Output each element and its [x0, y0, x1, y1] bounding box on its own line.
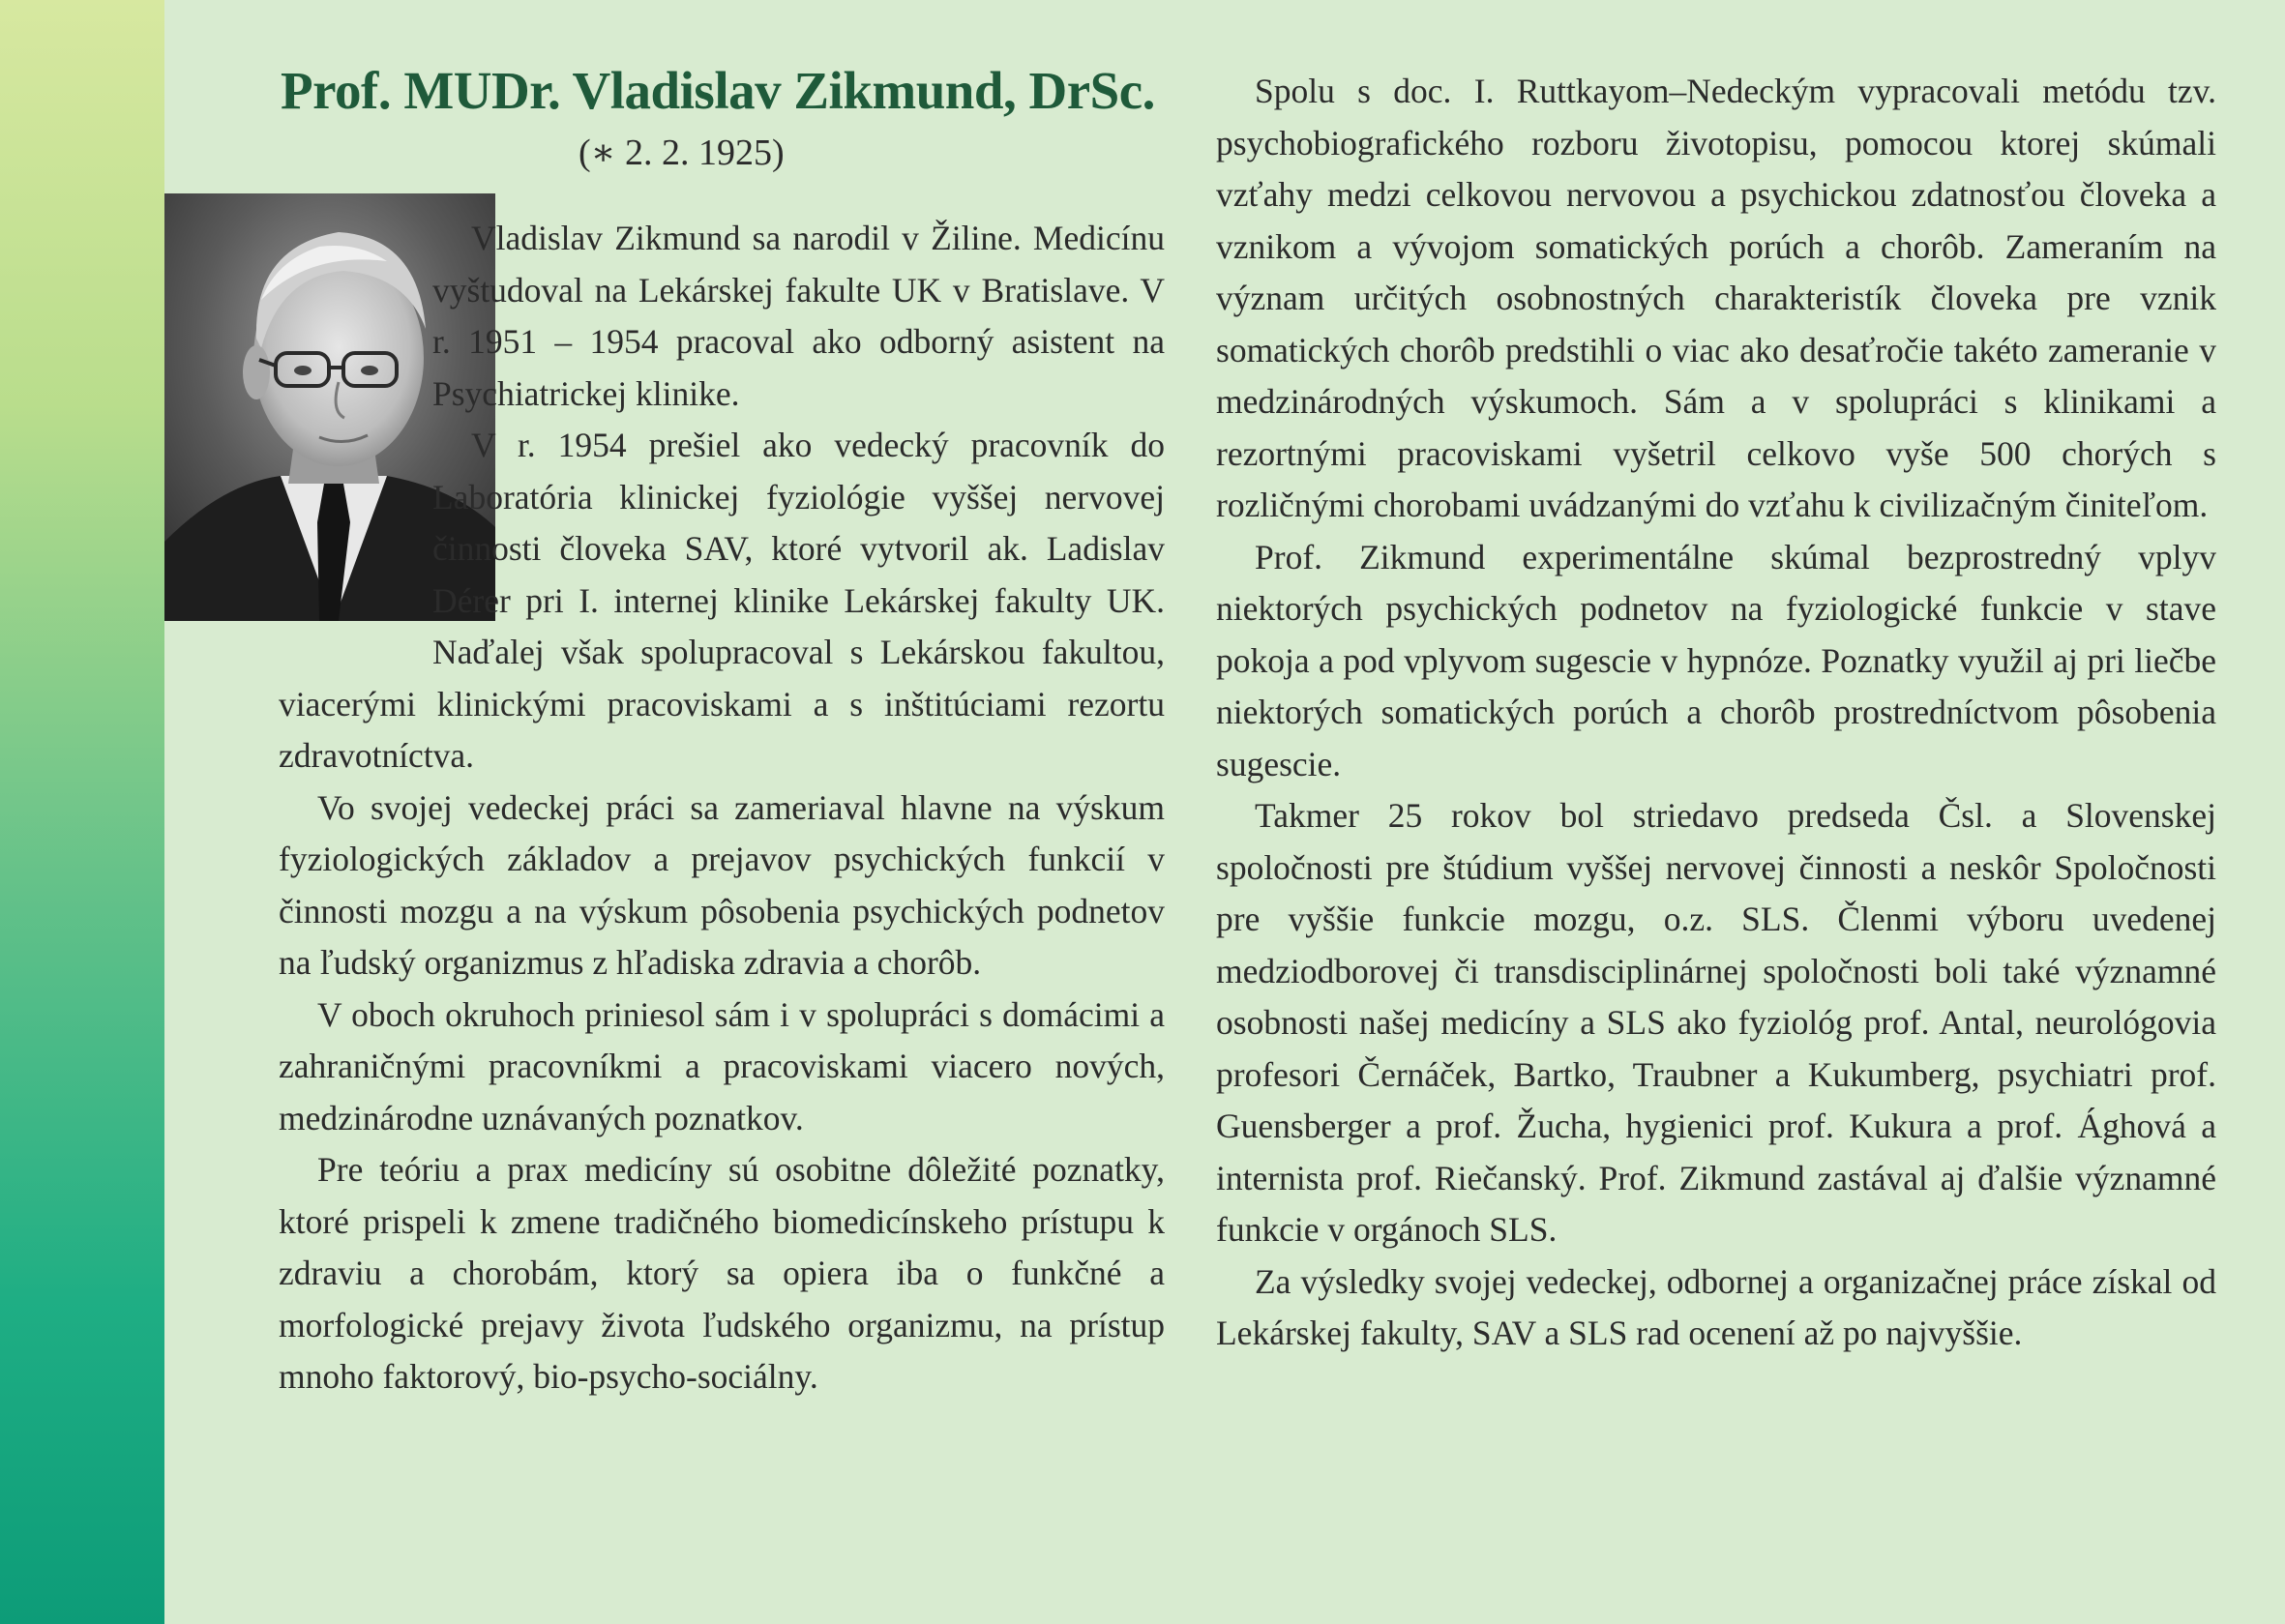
paragraph: Takmer 25 rokov bol striedavo predseda Čsl. a Slovenskej spoločnosti pre štúdium vyššej nervovej činnosti a neskôr Spoločnosti pre vyššie funkcie mozgu, o.z. SLS. Členmi výboru uvedenej medziodborovej či transdisciplinárnej spoločnosti boli také významné osobnosti našej medicíny a SLS ako fyziológ prof. Antal, neurológovia profesori Černáček, Bartko, Traubner a Kukumberg, psychiatri prof. Guensberger a prof. Žucha, hygienici prof. Kukura a prof. Ághová a internista prof. Riečanský. Prof. Zikmund zastával aj ďalšie významné funkcie v orgánoch SLS.	[1216, 796, 2216, 1249]
paragraph: Pre teóriu a prax medicíny sú osobitne dôležité poznatky, ktoré prispeli k zmene tradičného biomedicínskeho prístupu k zdraviu a chorobám, ktorý sa opiera iba o funkčné a morfologické prejavy života ľudského organizmu, na prístup mnoho faktorový, bio-psycho-sociálny.	[279, 1150, 1165, 1396]
left-text-column	[279, 213, 1165, 1403]
paragraph: Vladislav Zikmund sa narodil v Žiline. Medicínu vyštudoval na Lekárskej fakulte UK v Bratislave. V r. 1951 – 1954 pracoval ako odborný asistent na Psychiatrickej klinike.	[432, 219, 1165, 413]
paragraph: Vo svojej vedeckej práci sa zameriaval hlavne na výskum fyziologických základov a prejavov psychických funkcií v činnosti mozgu a na výskum pôsobenia psychických podnetov na ľudský organizmus z hľadiska zdravia a chorôb.	[279, 787, 1165, 982]
photo-spacer	[164, 213, 432, 632]
paragraph: Prof. Zikmund experimentálne skúmal bezprostredný vplyv niektorých psychických podnetov na fyziologické funkcie v stave pokoja a pod vplyvom sugescie v hypnóze. Poznatky využil aj pri liečbe niektorých somatických porúch a chorôb prostredníctvom pôsobenia sugescie.	[1216, 537, 2216, 783]
page-title: Prof. MUDr. Vladislav Zikmund, DrSc.	[281, 61, 1155, 120]
paragraph: V r. 1954 prešiel ako vedecký pracovník do Laboratória klinickej fyziológie vyššej nervovej činnosti človeka SAV, ktoré vytvoril ak. Ladislav Dérer pri I. internej klinike Lekárskej fakulty UK. Naďalej však spolupracoval s Lekárskou fakultou, viacerými klinickými pracoviskami a s inštitúciami rezortu zdravotníctva.	[279, 426, 1165, 775]
birth-date: (∗ 2. 2. 1925)	[579, 133, 785, 173]
paragraph: Za výsledky svojej vedeckej, odbornej a organizačnej práce získal od Lekárskej fakulty, SAV a SLS rad ocenení až po najvyššie.	[1216, 1261, 2216, 1352]
right-text-column	[1216, 66, 2216, 1360]
decorative-side-band	[0, 0, 164, 1624]
paragraph: V oboch okruhoch priniesol sám i v spolupráci s domácimi a zahraničnými pracovníkmi a pracoviskami viacero nových, medzinárodne uznávaných poznatkov.	[279, 994, 1165, 1137]
paragraph: Spolu s doc. I. Ruttkayom–Nedeckým vypracovali metódu tzv. psychobiografického rozboru životopisu, pomocou ktorej skúmali vzťahy medzi celkovou nervovou a psychickou zdatnosťou človeka a vznikom a vývojom somatických porúch a chorôb. Zameraním na význam určitých osobnostných charakteristík človeka pre vznik somatických chorôb predstihli o viac ako desaťročie takéto zameranie v medzinárodných výskumoch. Sám a v spolupráci s klinikami a rezortnými pracoviskami vyšetril celkovo vyše 500 chorých s rozličnými chorobami uvádzanými do vzťahu k civilizačným činiteľom.	[1216, 72, 2216, 524]
